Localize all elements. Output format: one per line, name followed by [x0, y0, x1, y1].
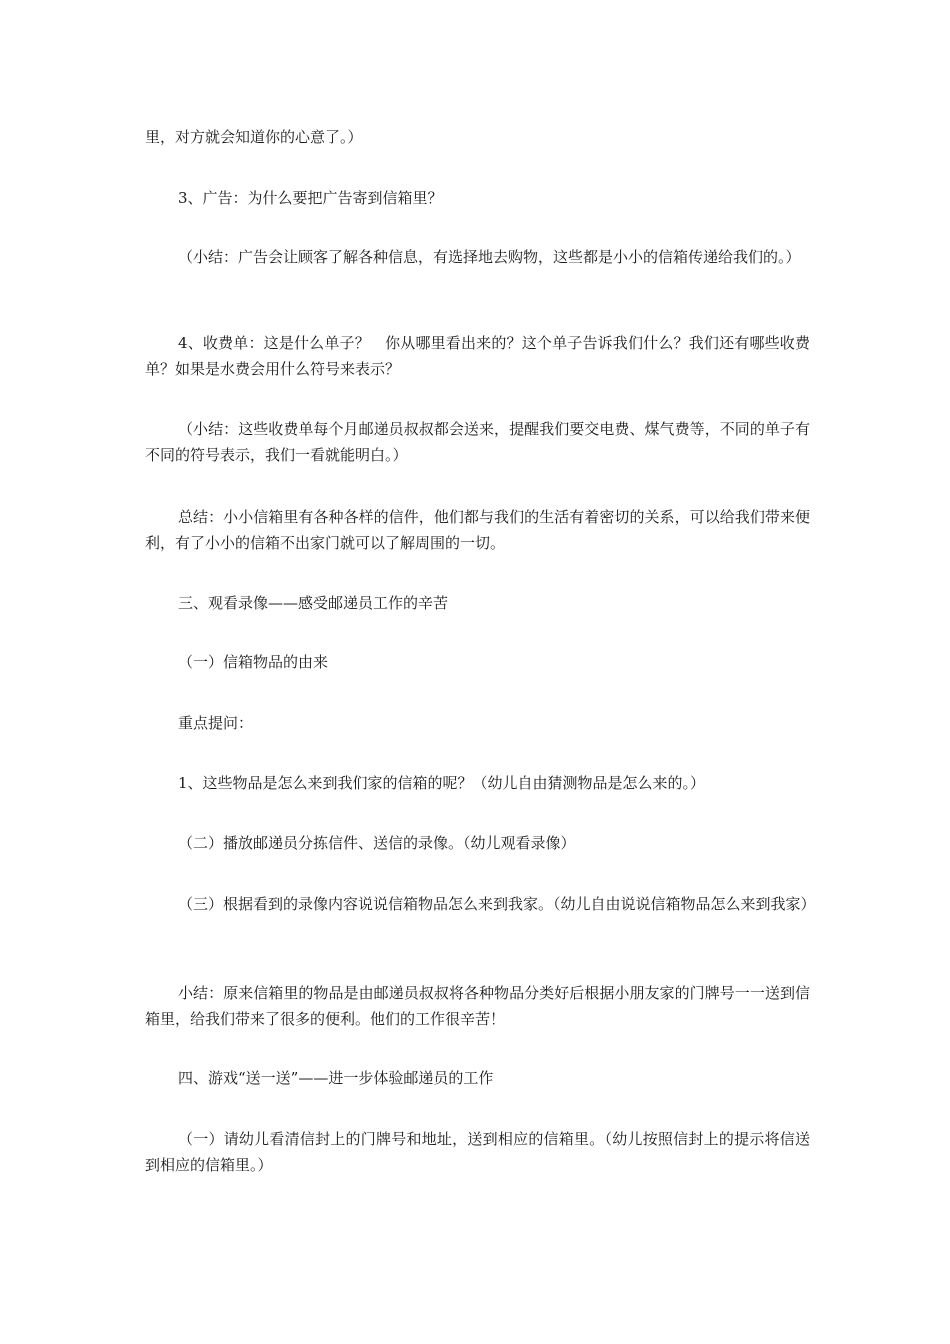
section-heading-four: 四、游戏“送一送”——进一步体验邮递员的工作	[178, 1069, 494, 1087]
paragraph-conclusion: 总结：小小信箱里有各种各样的信件，他们都与我们的生活有着密切的关系，可以给我们带来便利，有了小小的信箱不出家门就可以了解周围的一切。	[145, 508, 810, 552]
paragraph-postman-summary: 小结：原来信箱里的物品是由邮递员叔叔将各种物品分类好后根据小朋友家的门牌号一一送到信箱里，给我们带来了很多的便利。他们的工作很辛苦！	[145, 984, 810, 1028]
paragraph-game-step-one: （一）请幼儿看清信封上的门牌号和地址，送到相应的信箱里。（幼儿按照信封上的提示将信送到相应的信箱里。）	[145, 1130, 810, 1174]
paragraph-bill-question: 4、收费单：这是什么单子？ 你从哪里看出来的？这个单子告诉我们什么？我们还有哪些收费单？如果是水费会用什么符号来表示？	[145, 334, 810, 378]
section-heading-three: 三、观看录像——感受邮递员工作的辛苦	[178, 594, 449, 612]
paragraph-question-one: 1、这些物品是怎么来到我们家的信箱的呢？（幼儿自由猜测物品是怎么来的。）	[178, 774, 706, 792]
paragraph-key-questions: 重点提问：	[178, 714, 254, 732]
paragraph-ad-question: 3、广告：为什么要把广告寄到信箱里？	[178, 189, 443, 207]
subsection-heading-three: （三）根据看到的录像内容说说信箱物品怎么来到我家。（幼儿自由说说信箱物品怎么来到我家）	[178, 895, 816, 913]
subsection-heading-two: （二）播放邮递员分拣信件、送信的录像。（幼儿观看录像）	[178, 834, 576, 852]
paragraph-bill-summary: （小结：这些收费单每个月邮递员叔叔都会送来，提醒我们要交电费、煤气费等，不同的单子有不同的符号表示，我们一看就能明白。）	[145, 420, 810, 464]
paragraph-ad-summary: （小结：广告会让顾客了解各种信息，有选择地去购物，这些都是小小的信箱传递给我们的。）	[178, 248, 801, 266]
subsection-heading-one: （一）信箱物品的由来	[178, 653, 329, 671]
paragraph-continuation: 里，对方就会知道你的心意了。）	[145, 128, 363, 146]
